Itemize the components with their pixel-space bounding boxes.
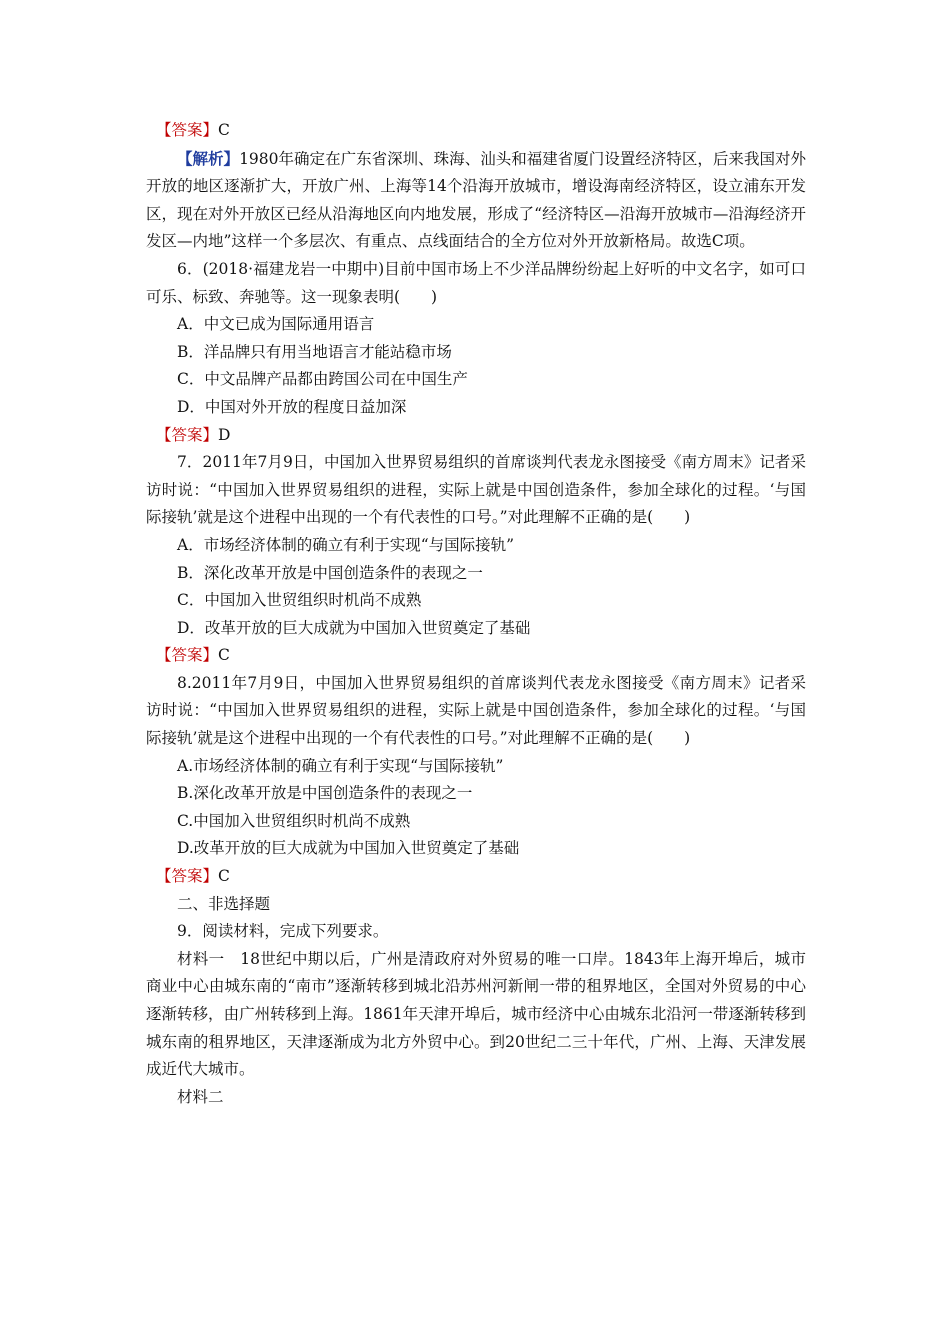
material-two: 材料二 (177, 1087, 224, 1106)
question-6: 6．(2018·福建龙岩一中期中)目前中国市场上不少洋品牌纷纷起上好听的中文名字，如可口可乐、标致、奔驰等。这一现象表明( ) (146, 259, 806, 306)
answer-label: 【答案】 (156, 121, 219, 139)
q7-option-b: B．深化改革开放是中国创造条件的表现之一 (177, 563, 483, 582)
q7-option-c: C．中国加入世贸组织时机尚不成熟 (177, 591, 422, 610)
answer-value: C (218, 867, 230, 886)
answer-line-8 (146, 863, 806, 891)
analysis-paragraph (146, 145, 806, 256)
section-heading: 二、非选择题 (177, 894, 271, 913)
q6-option-c: C．中文品牌产品都由跨国公司在中国生产 (177, 370, 468, 389)
answer-line-7 (146, 642, 806, 670)
q8-option-a: A.市场经济体制的确立有利于实现“与国际接轨” (177, 756, 504, 775)
answer-label: 【答案】 (156, 867, 219, 886)
answer-line-1 (146, 117, 806, 145)
answer-value: C (218, 121, 230, 139)
q7-option-d: D．改革开放的巨大成就为中国加入世贸奠定了基础 (177, 618, 531, 637)
question-8: 8.2011年7月9日，中国加入世界贸易组织的首席谈判代表龙永图接受《南方周末》记者采访时说：“中国加入世界贸易组织的进程，实际上就是中国创造条件，参加全球化的过程。‘与国际接轨’就是这个进程中出现的一个有代表性的口号。”对此理解不正确的是( ) (146, 673, 806, 748)
material-one: 材料一 18世纪中期以后，广州是清政府对外贸易的唯一口岸。1843年上海开埠后，城市商业中心由城东南的“南市”逐渐转移到城北沿苏州河新闸一带的租界地区，全国对外贸易的中心逐渐转移，由广州转移到上海。1861年天津开埠后，城市经济中心由城东北沿河一带逐渐转移到城东南的租界地区，天津逐渐成为北方外贸中心。到20世纪二三十年代，广州、上海、天津发展成近代大城市。 (146, 949, 806, 1079)
question-7: 7．2011年7月9日，中国加入世界贸易组织的首席谈判代表龙永图接受《南方周末》记者采访时说：“中国加入世界贸易组织的进程，实际上就是中国创造条件，参加全球化的过程。‘与国际接轨’就是这个进程中出现的一个有代表性的口号。”对此理解不正确的是( ) (146, 453, 806, 527)
q7-option-a: A．市场经济体制的确立有利于实现“与国际接轨” (177, 535, 515, 554)
answer-value: D (218, 425, 231, 444)
q6-option-d: D．中国对外开放的程度日益加深 (177, 397, 407, 416)
q8-option-d: D.改革开放的巨大成就为中国加入世贸奠定了基础 (177, 839, 520, 858)
q8-option-c: C.中国加入世贸组织时机尚不成熟 (177, 811, 411, 830)
document-body (146, 117, 806, 1111)
q8-option-b: B.深化改革开放是中国创造条件的表现之一 (177, 784, 473, 803)
question-9: 9．阅读材料，完成下列要求。 (177, 922, 389, 941)
answer-label: 【答案】 (156, 425, 219, 444)
q6-option-a: A．中文已成为国际通用语言 (177, 315, 375, 334)
answer-label: 【答案】 (156, 646, 219, 665)
q6-option-b: B．洋品牌只有用当地语言才能站稳市场 (177, 342, 452, 361)
answer-value: C (218, 646, 230, 665)
analysis-text: 1980年确定在广东省深圳、珠海、汕头和福建省厦门设置经济特区，后来我国对外开放的地区逐渐扩大，开放广州、上海等14个沿海开放城市，增设海南经济特区，设立浦东开发区，现在对外开放区已经从沿海地区向内地发展，形成了“经济特区—沿海开放城市—沿海经济开发区—内地”这样一个多层次、有重点、点线面结合的全方位对外开放新格局。故选C项。 (146, 149, 806, 251)
analysis-label: 【解析】 (177, 148, 240, 168)
answer-line-6 (146, 422, 806, 450)
